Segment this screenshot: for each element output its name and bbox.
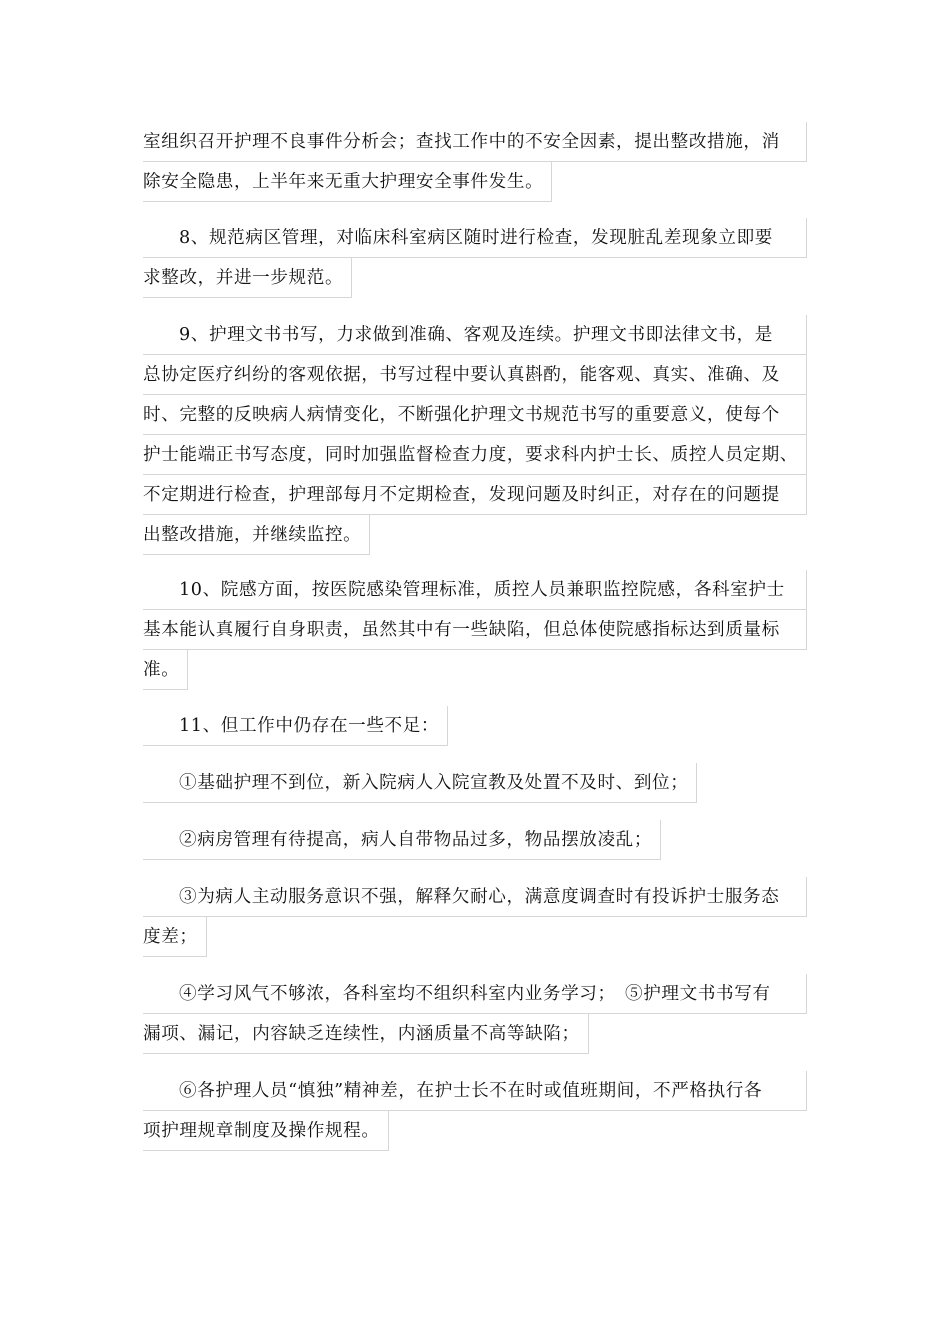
text-line: ③为病人主动服务意识不强，解释欠耐心，满意度调查时有投诉护士服务态 bbox=[143, 877, 807, 917]
text-line: 基本能认真履行自身职责，虽然其中有一些缺陷，但总体使院感指标达到质量标 bbox=[143, 610, 807, 650]
text-line: 出整改措施，并继续监控。 bbox=[143, 515, 370, 555]
paragraph-10-infection-control bbox=[143, 570, 807, 694]
shortcoming-1 bbox=[143, 763, 807, 807]
text-line: ⑥各护理人员“慎独”精神差，在护士长不在时或值班期间，不严格执行各 bbox=[143, 1071, 807, 1111]
shortcoming-4-5 bbox=[143, 974, 807, 1058]
text-line: 项护理规章制度及操作规程。 bbox=[143, 1111, 389, 1151]
text-line: 11、但工作中仍存在一些不足： bbox=[143, 706, 448, 746]
text-line: 8、规范病区管理，对临床科室病区随时进行检查，发现脏乱差现象立即要 bbox=[143, 218, 807, 258]
shortcoming-3 bbox=[143, 877, 807, 961]
paragraph-9-nursing-records bbox=[143, 315, 807, 559]
text-line: ④学习风气不够浓，各科室均不组织科室内业务学习； ⑤护理文书书写有 bbox=[143, 974, 807, 1014]
text-line: 求整改，并进一步规范。 bbox=[143, 258, 352, 298]
paragraph-8-ward-management bbox=[143, 218, 807, 302]
text-line: 度差； bbox=[143, 917, 207, 957]
text-line: 除安全隐患，上半年来无重大护理安全事件发生。 bbox=[143, 162, 552, 202]
paragraph-11-shortcomings bbox=[143, 706, 807, 750]
text-line: 时、完整的反映病人病情变化，不断强化护理文书规范书写的重要意义，使每个 bbox=[143, 395, 807, 435]
text-line: 9、护理文书书写，力求做到准确、客观及连续。护理文书即法律文书，是 bbox=[143, 315, 807, 355]
text-line: ①基础护理不到位，新入院病人入院宣教及处置不及时、到位； bbox=[143, 763, 697, 803]
text-line: 不定期进行检查，护理部每月不定期检查，发现问题及时纠正，对存在的问题提 bbox=[143, 475, 807, 515]
text-line: 室组织召开护理不良事件分析会；查找工作中的不安全因素，提出整改措施，消 bbox=[143, 122, 807, 162]
text-line: 漏项、漏记，内容缺乏连续性，内涵质量不高等缺陷； bbox=[143, 1014, 589, 1054]
text-line: 总协定医疗纠纷的客观依据，书写过程中要认真斟酌，能客观、真实、准确、及 bbox=[143, 355, 807, 395]
shortcoming-2 bbox=[143, 820, 807, 864]
text-line: ②病房管理有待提高，病人自带物品过多，物品摆放凌乱； bbox=[143, 820, 661, 860]
text-line: 10、院感方面，按医院感染管理标准，质控人员兼职监控院感，各科室护士 bbox=[143, 570, 807, 610]
shortcoming-6 bbox=[143, 1071, 807, 1155]
paragraph-7-continuation bbox=[143, 122, 807, 206]
text-line: 护士能端正书写态度，同时加强监督检查力度，要求科内护士长、质控人员定期、 bbox=[143, 435, 807, 475]
text-line: 准。 bbox=[143, 650, 188, 690]
